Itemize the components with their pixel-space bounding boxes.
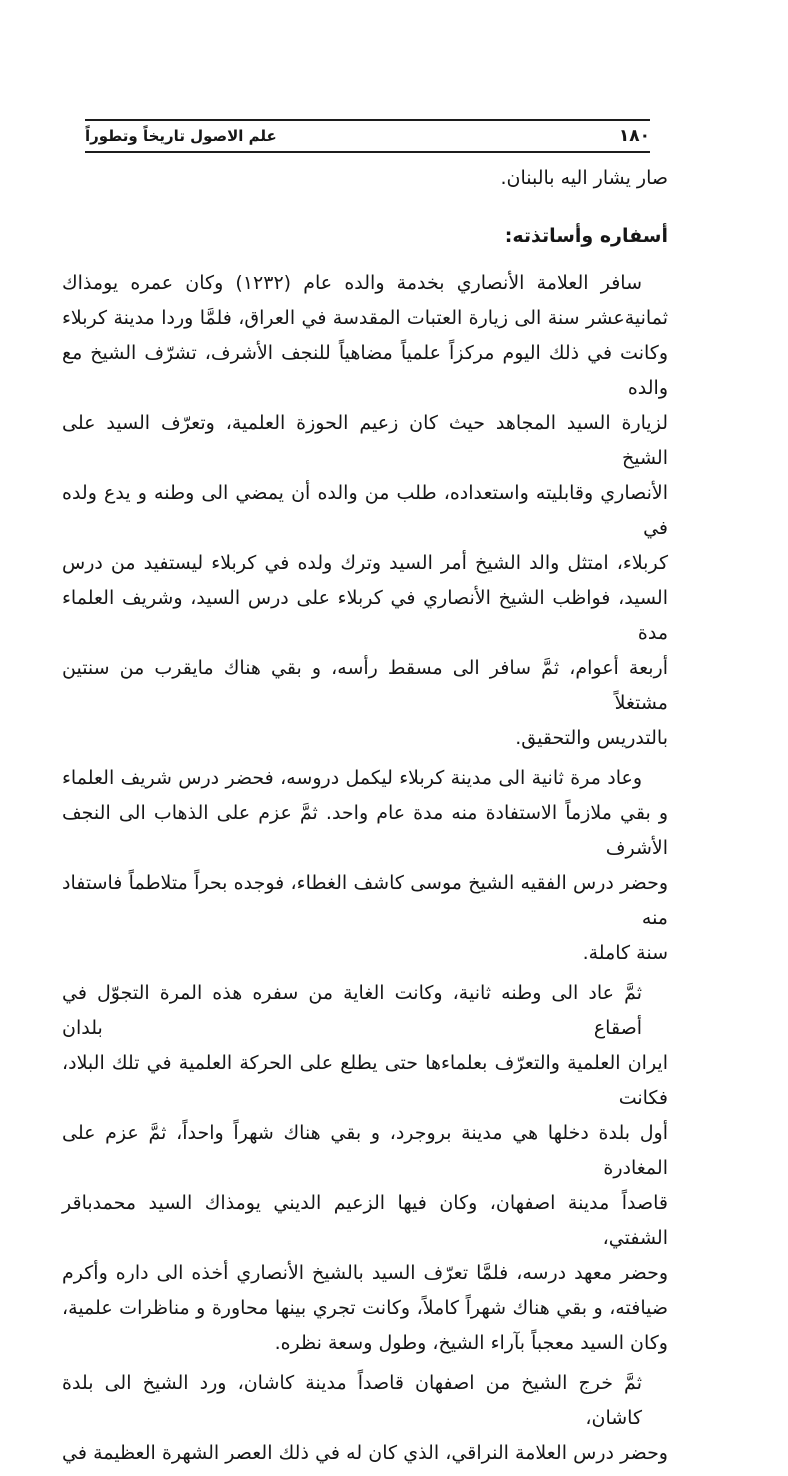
text-line: ثمَّ عاد الى وطنه ثانية، وكانت الغاية من سفره هذه المرة التجوّل في أصقاع بلدان: [62, 982, 642, 1039]
text-line: قاصداً مدينة اصفهان، وكان فيها الزعيم الديني يومذاك السيد محمدباقر الشفتي،: [62, 1192, 668, 1249]
text-line: أول بلدة دخلها هي مدينة بروجرد، و بقي هناك شهراً واحداً، ثمَّ عزم على المغادرة: [62, 1122, 668, 1179]
text-line: وحضر درس العلامة النراقي، الذي كان له في ذلك العصر الشهرة العظيمة في: [62, 1442, 668, 1464]
text-line: وحضر درس الفقيه الشيخ موسى كاشف الغطاء، فوجده بحراً متلاطماً فاستفاد منه: [62, 872, 668, 929]
text-line: ثمانية‌عشر سنة الى زيارة العتبات المقدسة في العراق، فلمَّا وردا مدينة كربلاء: [62, 307, 668, 329]
text-line: وكانت في ذلك اليوم مركزاً علمياً مضاهياً للنجف الأشرف، تشرّف الشيخ مع والده: [62, 342, 668, 399]
text-line: كربلاء، امتثل والد الشيخ أمر السيد وترك ولده في كربلاء ليستفيد من درس: [62, 552, 668, 574]
text-line: وعاد مرة ثانية الى مدينة كربلاء ليكمل دروسه، فحضر درس شريف العلماء: [62, 767, 642, 789]
text-line: بالتدريس والتحقيق.: [515, 727, 668, 749]
paragraph-3: [62, 976, 668, 1361]
text-line: أربعة أعوام، ثمَّ سافر الى مسقط رأسه، و بقي هناك مايقرب من سنتين مشتغلاً: [62, 657, 668, 714]
text-line: ثمَّ خرج الشيخ من اصفهان قاصداً مدينة كاشان، ورد الشيخ الى بلدة كاشان،: [62, 1372, 642, 1429]
intro-line: صار يشار اليه بالبنان.: [500, 167, 668, 189]
paragraph-2: [62, 761, 668, 971]
page-number: ١٨٠: [618, 125, 650, 146]
text-line: سافر العلامة الأنصاري بخدمة والده عام (١٢٣٢) وكان عمره يومذاك: [62, 272, 642, 294]
running-header: [85, 119, 650, 153]
paragraph-4: [62, 1366, 668, 1471]
text-line: لزيارة السيد المجاهد حيث كان زعيم الحوزة العلمية، وتعرّف السيد على الشيخ: [62, 412, 668, 469]
book-title: علم الاصول تاريخاً وتطوراً: [85, 126, 277, 145]
text-line: ايران العلمية والتعرّف بعلماءها حتى يطلع على الحركة العلمية في تلك البلاد، فكانت: [62, 1052, 668, 1109]
text-line: سنة كاملة.: [582, 942, 668, 964]
text-line: و بقي ملازماً الاستفادة منه مدة عام واحد. ثمَّ عزم على الذهاب الى النجف الأشرف: [62, 802, 668, 859]
text-line: السيد، فواظب الشيخ الأنصاري في كربلاء على درس السيد، وشريف العلماء مدة: [62, 587, 668, 644]
paragraph-1: [62, 266, 668, 756]
text-line: وكان السيد معجباً بآراء الشيخ، وطول وسعة نظره.: [274, 1332, 668, 1354]
text-line: وحضر معهد درسه، فلمَّا تعرّف السيد بالشيخ الأنصاري أخذه الى داره وأكرم: [62, 1262, 668, 1284]
text-line: ضيافته، و بقي هناك شهراً كاملاً، وكانت تجري بينها محاورة و مناظرات علمية،: [62, 1297, 668, 1319]
text-line: الأنصاري وقابليته واستعداده، طلب من والده أن يمضي الى وطنه و يدع ولده في: [62, 482, 668, 539]
page-body: [62, 161, 668, 1476]
section-heading: أسفاره وأساتذته:: [504, 225, 668, 247]
